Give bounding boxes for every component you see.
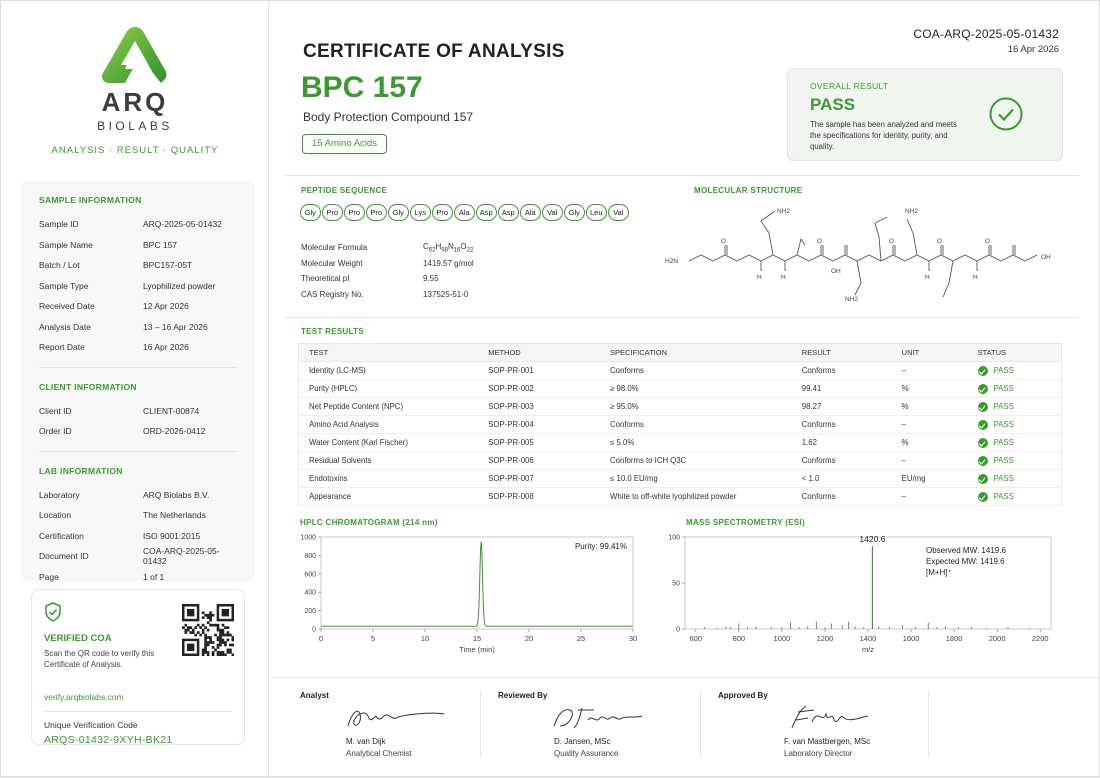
info-value: COA-ARQ-2025-05-01432 bbox=[143, 546, 220, 567]
divider bbox=[39, 367, 237, 368]
check-circle-icon bbox=[978, 420, 988, 430]
property-value: 1419.57 g/mol bbox=[423, 258, 474, 268]
residue-chip: Pro bbox=[344, 204, 365, 221]
chromatogram-line bbox=[321, 542, 632, 627]
table-cell: Net Peptide Content (NPC) bbox=[299, 398, 479, 416]
table-cell: % bbox=[892, 380, 968, 398]
residue-chip: Ala bbox=[454, 204, 475, 221]
info-key: Batch / Lot bbox=[39, 260, 80, 271]
table-cell: Appearance bbox=[299, 488, 479, 506]
table-cell: Amino Acid Analysis bbox=[299, 416, 479, 434]
status-cell bbox=[968, 362, 1062, 380]
ms-title: MASS SPECTROMETRY (ESI) bbox=[686, 518, 805, 527]
x-axis-label: Time (min) bbox=[459, 645, 495, 654]
table-cell: 99.41 bbox=[792, 380, 892, 398]
table-cell: 1.62 bbox=[792, 434, 892, 452]
table-cell: Purity (HPLC) bbox=[299, 380, 479, 398]
residue-chip: Gly bbox=[564, 204, 585, 221]
status-badge bbox=[978, 488, 1061, 505]
residue-chip: Val bbox=[608, 204, 629, 221]
signature-approver bbox=[718, 691, 888, 758]
info-value: 13 – 16 Apr 2026 bbox=[143, 321, 208, 332]
table-row bbox=[299, 398, 1062, 416]
status-text: PASS bbox=[993, 492, 1014, 501]
structure-label: NH2 bbox=[777, 208, 791, 215]
info-row bbox=[39, 235, 237, 256]
info-row bbox=[39, 485, 237, 506]
info-value: ARQ-2025-05-01432 bbox=[143, 219, 222, 230]
table-cell: SOP-PR-008 bbox=[478, 488, 600, 506]
divider bbox=[700, 691, 701, 757]
info-key: Analysis Date bbox=[39, 321, 91, 332]
ms-annotation: Observed MW: 1419.6 bbox=[926, 546, 1006, 555]
signature-title: Analytical Chemist bbox=[346, 749, 412, 758]
info-value: ORD-2026-0412 bbox=[143, 426, 206, 437]
property-value: 9.55 bbox=[423, 274, 439, 284]
table-row bbox=[299, 452, 1062, 470]
check-circle-icon bbox=[978, 366, 988, 376]
check-circle-icon bbox=[978, 438, 988, 448]
property-value: $C_{62}H_{98}N_{16}O_{22}$ bbox=[423, 241, 474, 254]
table-cell: Conforms bbox=[792, 452, 892, 470]
status-badge bbox=[978, 380, 1061, 397]
table-cell: EU/mg bbox=[892, 470, 968, 488]
property-key: Molecular Weight bbox=[301, 258, 363, 268]
page-title: CERTIFICATE OF ANALYSIS bbox=[303, 41, 565, 62]
x-tick-label: 5 bbox=[370, 634, 376, 643]
doc-date: 16 Apr 2026 bbox=[1007, 44, 1059, 55]
table-row bbox=[299, 470, 1062, 488]
structure-label: O bbox=[817, 238, 823, 245]
info-value: The Netherlands bbox=[143, 510, 206, 521]
brand-name: ARQ bbox=[101, 87, 169, 117]
info-key: Laboratory bbox=[39, 489, 80, 500]
hplc-title: HPLC CHROMATOGRAM (214 nm) bbox=[300, 518, 438, 527]
info-row bbox=[39, 255, 237, 276]
x-tick-label: 800 bbox=[732, 634, 746, 643]
residue-chip: Ala bbox=[520, 204, 541, 221]
overall-result-description: The sample has been analyzed and meets the specifications for identity, purity, and quality. bbox=[810, 120, 957, 151]
info-value: BPC 157 bbox=[143, 239, 178, 250]
check-circle-icon bbox=[978, 402, 988, 412]
residue-chip: Asp bbox=[498, 204, 519, 221]
table-cell: SOP-PR-003 bbox=[478, 398, 600, 416]
structure-label: OH bbox=[1041, 254, 1051, 261]
table-cell: ≤ 5.0% bbox=[600, 434, 792, 452]
y-tick-label: 1000 bbox=[300, 534, 316, 542]
table-cell: SOP-PR-006 bbox=[478, 452, 600, 470]
signature-name: M. van Dijk bbox=[346, 737, 386, 746]
y-tick-label: 800 bbox=[304, 552, 316, 560]
peptide-sequence bbox=[300, 204, 629, 221]
structure-title: MOLECULAR STRUCTURE bbox=[694, 186, 803, 195]
table-body bbox=[299, 362, 1062, 506]
overall-result-label: OVERALL RESULT bbox=[810, 81, 889, 91]
x-tick-label: 1200 bbox=[816, 634, 834, 643]
check-circle-icon bbox=[978, 474, 988, 484]
info-key: Received Date bbox=[39, 301, 95, 312]
qr-code-icon[interactable] bbox=[182, 604, 234, 656]
amino-acid-badge: 15 Amino Acids bbox=[302, 134, 387, 154]
structure-label: O bbox=[889, 238, 895, 245]
signature-reviewer bbox=[498, 691, 658, 758]
x-tick-label: 30 bbox=[628, 634, 638, 643]
x-axis-label: m/z bbox=[861, 645, 875, 654]
doc-id: COA-ARQ-2025-05-01432 bbox=[913, 27, 1059, 41]
overall-result-box bbox=[787, 68, 1063, 161]
info-row bbox=[39, 296, 237, 317]
structure-label: H bbox=[781, 274, 786, 281]
signature-image bbox=[548, 702, 658, 732]
y-tick-label: 0 bbox=[676, 626, 680, 634]
property-row bbox=[301, 256, 474, 272]
sample-info-list bbox=[39, 214, 237, 358]
residue-chip: Gly bbox=[388, 204, 409, 221]
table-cell: Conforms bbox=[792, 488, 892, 506]
signature-name: F. van Mastbergen, MSc bbox=[784, 737, 871, 746]
table-cell: SOP-PR-007 bbox=[478, 470, 600, 488]
signature-image bbox=[344, 702, 454, 732]
table-cell: SOP-PR-005 bbox=[478, 434, 600, 452]
column-header: SPECIFICATION bbox=[600, 344, 792, 362]
info-row bbox=[39, 401, 237, 422]
y-tick-label: 0 bbox=[312, 626, 316, 634]
info-key: Order ID bbox=[39, 426, 72, 437]
structure-label: NH2 bbox=[845, 296, 859, 303]
ms-peak-label: 1420.6 bbox=[859, 534, 886, 545]
info-value: 12 Apr 2026 bbox=[143, 301, 189, 312]
x-tick-label: 1800 bbox=[945, 634, 963, 643]
signature-role: Analyst bbox=[300, 691, 329, 700]
status-cell bbox=[968, 470, 1062, 488]
status-badge bbox=[978, 470, 1061, 487]
info-row bbox=[39, 276, 237, 297]
signature-role: Reviewed By bbox=[498, 691, 548, 700]
property-key: Theoretical pI bbox=[301, 274, 350, 284]
info-key: Report Date bbox=[39, 342, 85, 353]
brand-sub: BIOLABS bbox=[97, 119, 173, 133]
x-tick-label: 15 bbox=[472, 634, 482, 643]
status-badge bbox=[978, 398, 1061, 415]
x-tick-label: 25 bbox=[576, 634, 586, 643]
status-cell bbox=[968, 452, 1062, 470]
y-tick-label: 100 bbox=[668, 534, 680, 542]
residue-chip: Leu bbox=[586, 204, 607, 221]
structure-label: O bbox=[721, 238, 727, 245]
overall-result-value: PASS bbox=[810, 95, 856, 114]
info-value: Lyophilized powder bbox=[143, 280, 216, 291]
test-results-title: TEST RESULTS bbox=[301, 327, 365, 336]
product-full-name: Body Protection Compound 157 bbox=[303, 110, 474, 124]
purity-annotation: Purity: 99.41% bbox=[574, 542, 627, 551]
ms-annotation: Expected MW: 1419.6 bbox=[926, 557, 1005, 566]
table-cell: SOP-PR-004 bbox=[478, 416, 600, 434]
info-row bbox=[39, 337, 237, 358]
brand-logo bbox=[1, 23, 269, 156]
verification-code-label: Unique Verification Code bbox=[44, 720, 138, 730]
structure-label: H2N bbox=[665, 258, 679, 265]
test-results-table bbox=[298, 343, 1062, 506]
y-tick-label: 600 bbox=[304, 571, 316, 579]
property-key: Molecular Formula bbox=[301, 243, 368, 253]
status-text: PASS bbox=[993, 402, 1014, 411]
info-row bbox=[39, 505, 237, 526]
table-cell: ≥ 95.0% bbox=[600, 398, 792, 416]
table-cell: Conforms bbox=[792, 362, 892, 380]
x-tick-label: 1400 bbox=[859, 634, 877, 643]
table-cell: ≤ 10.0 EU/mg bbox=[600, 470, 792, 488]
signature-title: Laboratory Director bbox=[784, 749, 853, 758]
check-circle-icon bbox=[988, 96, 1024, 132]
signature-analyst bbox=[300, 691, 454, 758]
column-header: UNIT bbox=[892, 344, 968, 362]
status-badge bbox=[978, 452, 1061, 469]
info-row bbox=[39, 546, 237, 567]
structure-label: O bbox=[937, 238, 943, 245]
status-cell bbox=[968, 488, 1062, 506]
column-header: METHOD bbox=[478, 344, 600, 362]
info-value: BPC157-05T bbox=[143, 260, 193, 271]
table-cell: 98.27 bbox=[792, 398, 892, 416]
info-value: 1 of 1 bbox=[143, 571, 165, 582]
table-row bbox=[299, 380, 1062, 398]
residue-chip: Pro bbox=[366, 204, 387, 221]
status-text: PASS bbox=[993, 474, 1014, 483]
signature-name: D. Jansen, MSc bbox=[554, 737, 611, 746]
divider bbox=[285, 175, 1079, 176]
ms-annotation: [M+H]⁺ bbox=[926, 568, 952, 577]
y-tick-label: 50 bbox=[672, 580, 680, 588]
property-key: CAS Registry No. bbox=[301, 289, 364, 299]
info-row bbox=[39, 421, 237, 442]
info-key: Sample Name bbox=[39, 239, 93, 250]
table-cell: – bbox=[892, 452, 968, 470]
info-row bbox=[39, 567, 237, 588]
x-tick-label: 10 bbox=[420, 634, 430, 643]
info-row bbox=[39, 526, 237, 547]
table-row bbox=[299, 488, 1062, 506]
property-row bbox=[301, 271, 474, 287]
residue-chip: Lys bbox=[410, 204, 431, 221]
verify-text: Scan the QR code to verify this Certificate of Analysis. bbox=[44, 649, 155, 669]
doc-id-block bbox=[913, 27, 1059, 55]
info-value: CLIENT-00874 bbox=[143, 405, 200, 416]
status-text: PASS bbox=[993, 420, 1014, 429]
signature-image bbox=[778, 702, 888, 732]
sequence-title: PEPTIDE SEQUENCE bbox=[301, 186, 388, 195]
table-cell: SOP-PR-001 bbox=[478, 362, 600, 380]
table-cell: Residual Solvents bbox=[299, 452, 479, 470]
signature-title: Quality Assurance bbox=[554, 749, 619, 758]
column-header: TEST bbox=[299, 344, 479, 362]
molecular-properties bbox=[301, 240, 474, 302]
divider bbox=[271, 677, 1099, 678]
table-cell: Endotoxins bbox=[299, 470, 479, 488]
y-tick-label: 400 bbox=[304, 589, 316, 597]
x-tick-label: 2000 bbox=[988, 634, 1006, 643]
verification-code: ARQS-01432-9XYH-BK21 bbox=[44, 734, 173, 746]
table-cell: – bbox=[892, 416, 968, 434]
shield-check-icon bbox=[44, 602, 62, 622]
divider bbox=[285, 317, 1079, 318]
structure-label: H bbox=[757, 274, 762, 281]
table-cell: % bbox=[892, 434, 968, 452]
structure-label: OH bbox=[831, 268, 841, 275]
table-cell: % bbox=[892, 398, 968, 416]
table-row bbox=[299, 434, 1062, 452]
verify-title: VERIFIED COA bbox=[44, 633, 112, 644]
info-key: Client ID bbox=[39, 405, 72, 416]
client-info-list bbox=[39, 401, 237, 442]
status-cell bbox=[968, 398, 1062, 416]
lab-info-title: LAB INFORMATION bbox=[39, 465, 123, 476]
table-cell: SOP-PR-002 bbox=[478, 380, 600, 398]
table-cell: Conforms bbox=[600, 416, 792, 434]
info-key: Document ID bbox=[39, 551, 89, 562]
column-header: RESULT bbox=[792, 344, 892, 362]
info-row bbox=[39, 214, 237, 235]
info-value: ISO 9001:2015 bbox=[143, 530, 201, 541]
divider bbox=[39, 451, 237, 452]
table-cell: Identity (LC-MS) bbox=[299, 362, 479, 380]
table-cell: < 1.0 bbox=[792, 470, 892, 488]
structure-label: H bbox=[973, 274, 978, 281]
molecular-structure-diagram bbox=[661, 197, 1061, 313]
x-tick-label: 2200 bbox=[1031, 634, 1049, 643]
x-tick-label: 600 bbox=[689, 634, 703, 643]
structure-label: NH2 bbox=[905, 208, 919, 215]
info-value: ARQ Biolabs B.V. bbox=[143, 489, 210, 500]
status-text: PASS bbox=[993, 384, 1014, 393]
table-cell: – bbox=[892, 362, 968, 380]
status-badge bbox=[978, 434, 1061, 451]
residue-chip: Asp bbox=[476, 204, 497, 221]
table-cell: Conforms bbox=[600, 362, 792, 380]
left-panel bbox=[1, 1, 269, 778]
arq-logo-icon bbox=[95, 23, 175, 85]
property-row bbox=[301, 240, 474, 256]
table-cell: White to off-white lyophilized powder bbox=[600, 488, 792, 506]
hplc-chart bbox=[293, 529, 645, 667]
column-header: STATUS bbox=[968, 344, 1062, 362]
signature-role: Approved By bbox=[718, 691, 768, 700]
info-key: Location bbox=[39, 510, 72, 521]
status-badge bbox=[978, 416, 1061, 433]
x-tick-label: 20 bbox=[524, 634, 534, 643]
table-cell: Conforms to ICH Q3C bbox=[600, 452, 792, 470]
verify-card bbox=[31, 589, 245, 745]
property-row bbox=[301, 287, 474, 303]
table-row bbox=[299, 416, 1062, 434]
residue-chip: Val bbox=[542, 204, 563, 221]
table-cell: ≥ 98.0% bbox=[600, 380, 792, 398]
residue-chip: Gly bbox=[300, 204, 321, 221]
table-cell: Water Content (Karl Fischer) bbox=[299, 434, 479, 452]
info-row bbox=[39, 317, 237, 338]
status-badge bbox=[978, 362, 1061, 379]
table-row bbox=[299, 362, 1062, 380]
x-tick-label: 0 bbox=[318, 634, 324, 643]
client-info-title: CLIENT INFORMATION bbox=[39, 381, 137, 392]
status-text: PASS bbox=[993, 438, 1014, 447]
status-cell bbox=[968, 380, 1062, 398]
check-circle-icon bbox=[978, 384, 988, 394]
divider bbox=[480, 691, 481, 757]
check-circle-icon bbox=[978, 456, 988, 466]
ms-chart bbox=[651, 529, 1061, 667]
x-tick-label: 1600 bbox=[902, 634, 920, 643]
residue-chip: Pro bbox=[322, 204, 343, 221]
divider bbox=[928, 691, 929, 757]
sample-info-title: SAMPLE INFORMATION bbox=[39, 195, 142, 205]
brand-tagline: ANALYSIS · RESULT · QUALITY bbox=[51, 145, 219, 156]
structure-label: H bbox=[925, 274, 930, 281]
product-name: BPC 157 bbox=[301, 71, 423, 104]
structure-label: O bbox=[985, 238, 991, 245]
status-text: PASS bbox=[993, 366, 1014, 375]
info-key: Page bbox=[39, 571, 59, 582]
table-cell: Conforms bbox=[792, 416, 892, 434]
x-tick-label: 1000 bbox=[773, 634, 791, 643]
table-cell: – bbox=[892, 488, 968, 506]
status-cell bbox=[968, 434, 1062, 452]
property-value: 137525-51-0 bbox=[423, 289, 469, 299]
info-key: Certification bbox=[39, 530, 84, 541]
status-text: PASS bbox=[993, 456, 1014, 465]
table-header-row bbox=[299, 344, 1062, 362]
info-card bbox=[21, 181, 255, 581]
y-tick-label: 200 bbox=[304, 608, 316, 616]
lab-info-list bbox=[39, 485, 237, 588]
check-circle-icon bbox=[978, 492, 988, 502]
residue-chip: Pro bbox=[432, 204, 453, 221]
status-cell bbox=[968, 416, 1062, 434]
info-value: 16 Apr 2026 bbox=[143, 342, 189, 353]
info-key: Sample Type bbox=[39, 280, 89, 291]
info-key: Sample ID bbox=[39, 219, 79, 230]
verify-link[interactable]: verify.arqbiolabs.com bbox=[44, 692, 232, 712]
